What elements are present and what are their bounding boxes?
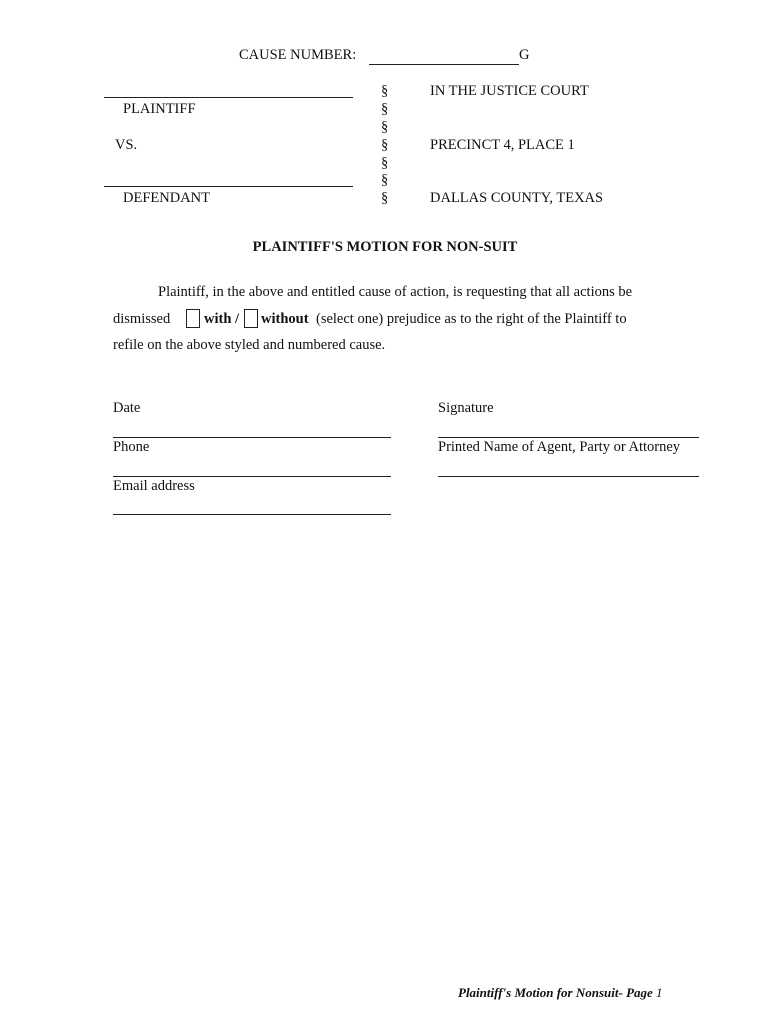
court-name: IN THE JUSTICE COURT	[430, 83, 589, 99]
without-prejudice-label: without	[261, 311, 309, 327]
defendant-name-field[interactable]	[104, 186, 353, 187]
county-state: DALLAS COUNTY, TEXAS	[430, 190, 604, 206]
page-title: PLAINTIFF'S MOTION FOR NON-SUIT	[252, 239, 518, 255]
date-field[interactable]	[113, 437, 391, 438]
paragraph-line-2	[113, 311, 658, 333]
versus-label: VS.	[115, 137, 138, 153]
section-symbol: §	[381, 154, 389, 171]
date-label: Date	[113, 400, 141, 416]
paragraph-line-1: Plaintiff, in the above and entitled cause of action, is requesting that all actions be	[158, 284, 633, 300]
phone-label: Phone	[113, 439, 150, 455]
section-symbol: §	[381, 100, 389, 117]
phone-field[interactable]	[113, 476, 391, 477]
section-symbol: §	[381, 190, 389, 207]
plaintiff-label: PLAINTIFF	[123, 101, 196, 117]
plaintiff-name-field[interactable]	[104, 97, 353, 98]
email-label: Email address	[113, 478, 195, 494]
section-symbol: §	[381, 172, 389, 189]
cause-number-label: CAUSE NUMBER:	[239, 47, 357, 63]
section-symbol: §	[381, 118, 389, 135]
email-field[interactable]	[113, 514, 391, 515]
with-prejudice-checkbox[interactable]	[186, 309, 200, 328]
footer-page-number: 1	[656, 985, 663, 1000]
paragraph-line-2-rest: (select one) prejudice as to the right of the Plaintiff to	[316, 311, 627, 327]
signature-field[interactable]	[438, 437, 699, 438]
section-symbol: §	[381, 83, 389, 99]
without-prejudice-checkbox[interactable]	[244, 309, 258, 328]
signature-label: Signature	[438, 400, 494, 416]
section-symbol-column	[381, 83, 395, 208]
dismissed-text: dismissed	[113, 311, 171, 327]
page-footer	[458, 985, 663, 1001]
footer-label: Plaintiff's Motion for Nonsuit- Page	[458, 985, 653, 1000]
defendant-label: DEFENDANT	[123, 190, 210, 206]
section-symbol: §	[381, 136, 389, 153]
cause-number-suffix: G	[519, 47, 530, 63]
printed-name-field[interactable]	[438, 476, 699, 477]
with-prejudice-label: with /	[204, 311, 240, 327]
printed-name-label: Printed Name of Agent, Party or Attorney	[438, 439, 681, 455]
precinct-place: PRECINCT 4, PLACE 1	[430, 137, 575, 153]
paragraph-line-3: refile on the above styled and numbered cause.	[113, 337, 386, 353]
cause-number-field[interactable]	[369, 47, 519, 65]
